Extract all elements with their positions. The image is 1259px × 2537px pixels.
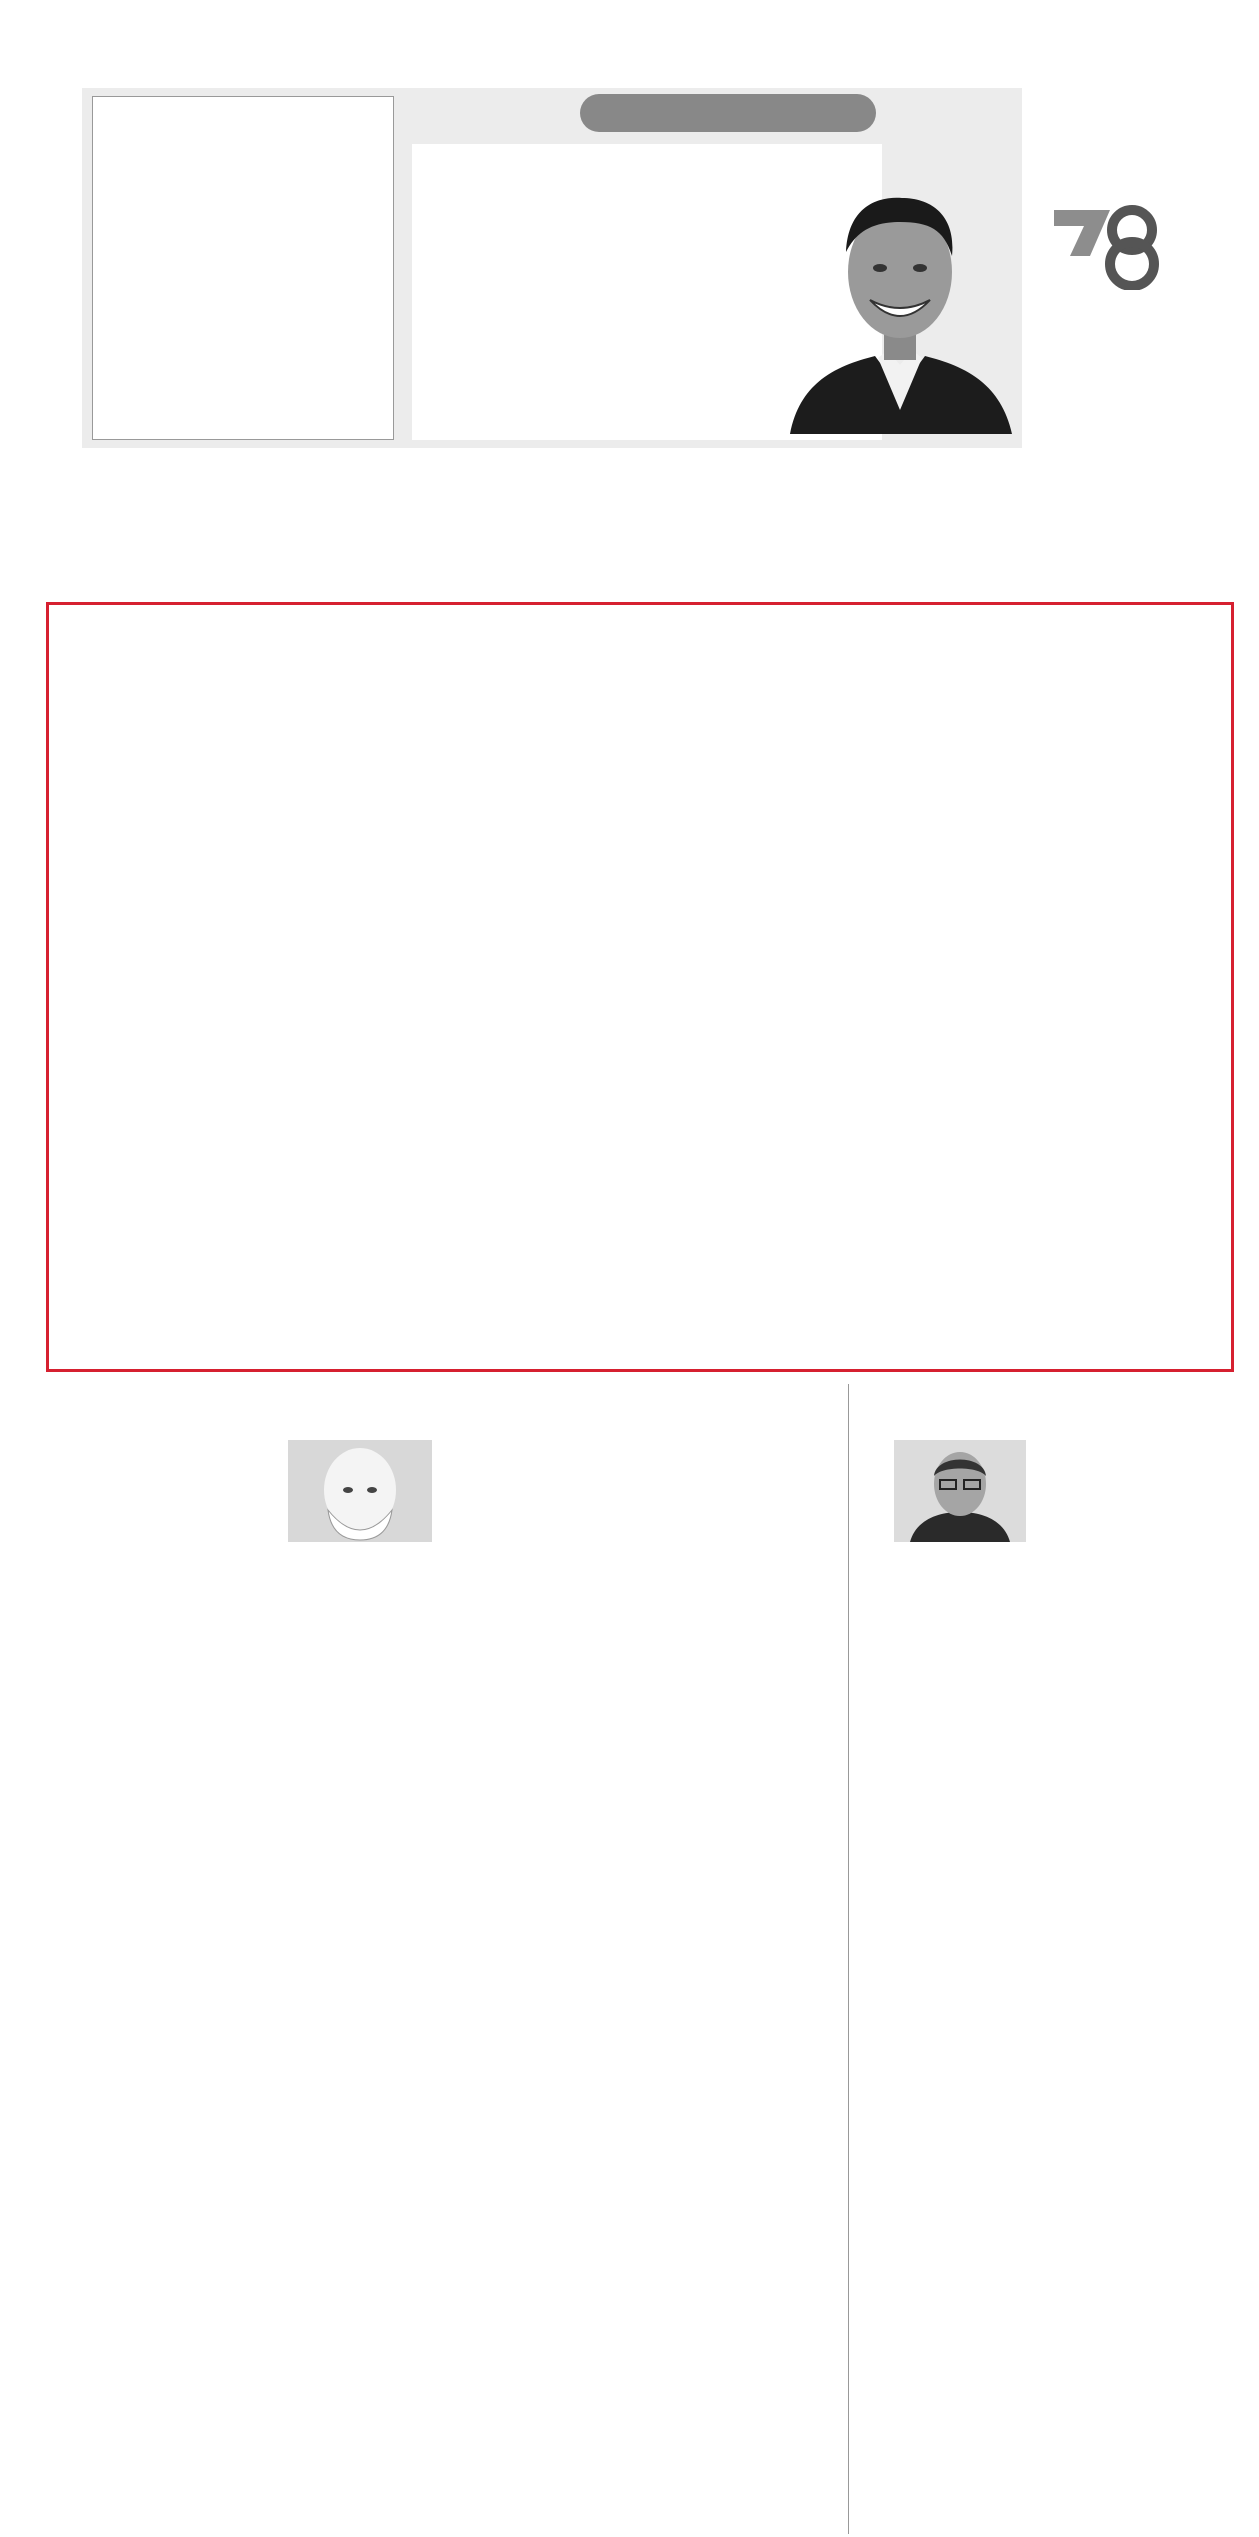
anniversary-78-logo — [1050, 200, 1220, 290]
staff-box — [92, 96, 394, 440]
mayor-photo — [780, 160, 1020, 434]
frase-del-dia-label — [580, 94, 876, 132]
author-photo-galvis — [288, 1440, 432, 1542]
column-divider — [848, 1384, 849, 2534]
author-photo-zambrano — [894, 1440, 1026, 1542]
editorial-box — [46, 602, 1234, 1372]
page-header-right — [1040, 84, 1220, 92]
